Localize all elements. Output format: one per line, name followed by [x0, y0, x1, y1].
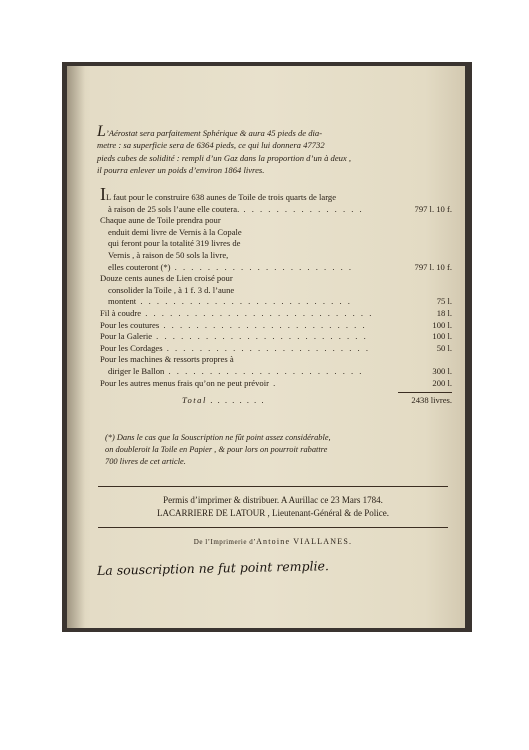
cost-amount: 100 l. — [432, 331, 452, 342]
divider-rule — [98, 486, 448, 487]
cost-item-line: Douze cents aunes de Lien croisé pour — [100, 273, 233, 284]
intro-line-4: il pourra enlever un poids d’environ 1864 livres. — [97, 164, 265, 175]
cost-item-line: elles couteront (*) — [108, 261, 171, 272]
footnote-line: 700 livres de cet article. — [105, 457, 186, 466]
cost-item: Pour les autres menus frais qu’on ne peut prévoir . 200 l. — [100, 377, 452, 388]
cost-item: Pour les coutures . . . . . . . . . . . . . . . . . . . . . . . . . 100 l. — [100, 319, 452, 330]
cost-item: Fil à coudre . . . . . . . . . . . . . . . . . . . . . . . . . . . . 18 l. — [100, 307, 452, 318]
printer-name: Antoine VIALLANES. — [256, 537, 353, 546]
cost-item-line: Pour les machines & ressorts propres à — [100, 354, 234, 365]
cost-item: IL faut pour le construire 638 aunes de Toile de trois quarts de large à raison de 25 sols l’aune elle coutera. . . . . . . . . . . . . . . . 797 l. 10 f. — [100, 184, 452, 214]
cost-item-line: Chaque aune de Toile prendra pour — [100, 215, 221, 226]
cost-amount: 50 l. — [436, 342, 452, 353]
cost-item-line: Fil à coudre — [100, 307, 142, 318]
intro-line-3: pieds cubes de solidité : rempli d’un Gaz dans la proportion d’un à deux , — [97, 152, 352, 163]
intro-paragraph — [97, 123, 449, 176]
cost-item-line: Pour les coutures — [100, 319, 160, 330]
cost-amount: 797 l. 10 f. — [414, 203, 452, 214]
total-label: Total — [182, 395, 207, 406]
cost-amount: 200 l. — [432, 377, 452, 388]
costs-initial: I — [100, 184, 106, 204]
total-rule — [398, 392, 452, 393]
page-gutter-shadow — [67, 66, 85, 628]
cost-item: Chaque aune de Toile prendra pour enduit demi livre de Vernis à la Copale qui feront pour la totalité 319 livres de Vernis , à raison de 50 sols la livre, elles couteront (*) . . . . . . . . . . . . . . . . . . . . . . 797 l. 10 f. — [100, 215, 452, 272]
cost-item-line: Pour les Cordages — [100, 342, 163, 353]
footnote — [105, 432, 447, 468]
cost-item-line: Pour les autres menus frais qu’on ne peut prévoir — [100, 377, 269, 388]
official-name: LACARRIERE DE LATOUR , Lieutenant-Général & de Police. — [156, 507, 390, 518]
cost-item-line: montent — [108, 296, 137, 307]
handwritten-note: La souscription ne fut point remplie. — [96, 558, 330, 578]
cost-item-line: Pour la Galerie — [100, 331, 153, 342]
cost-item-line: enduit demi livre de Vernis à la Copale — [108, 226, 242, 237]
cost-item-line: consolider la Toile , à 1 f. 3 d. l’aune — [108, 284, 235, 295]
cost-item: Pour les Cordages . . . . . . . . . . . . . . . . . . . . . . . . . 50 l. — [100, 342, 452, 353]
cost-amount: 18 l. — [436, 307, 452, 318]
footnote-line: (*) Dans le cas que la Souscription ne fût point assez considérable, — [105, 433, 331, 442]
cost-amount: 797 l. 10 f. — [414, 261, 452, 272]
total-row: Total . . . . . . . . 2438 livres. — [182, 395, 452, 406]
cost-amount: 75 l. — [436, 296, 452, 307]
intro-line-2: metre : sa superficie sera de 6364 pieds, ce qui lui donnera 47732 — [97, 140, 325, 151]
permission-block — [98, 494, 448, 519]
printer-imprint — [98, 537, 448, 546]
cost-item-line: Vernis , à raison de 50 sols la livre, — [108, 249, 229, 260]
cost-item: Pour les machines & ressorts propres à diriger le Ballon . . . . . . . . . . . . . . . . . . . . . . . . 300 l. — [100, 354, 452, 376]
divider-rule — [98, 527, 448, 528]
cost-amount: 300 l. — [432, 365, 452, 376]
cost-item: Pour la Galerie . . . . . . . . . . . . . . . . . . . . . . . . . . 100 l. — [100, 331, 452, 342]
intro-initial: L — [97, 123, 106, 140]
cost-table — [100, 184, 452, 407]
total-amount: 2438 livres. — [411, 395, 452, 406]
cost-item: Douze cents aunes de Lien croisé pour consolider la Toile , à 1 f. 3 d. l’aune montent . . . . . . . . . . . . . . . . . . . . . . . . . . 75 l. — [100, 273, 452, 307]
permission-line: Permis d’imprimer & distribuer. A Aurillac ce 23 Mars 1784. — [163, 495, 383, 505]
cost-amount: 100 l. — [432, 319, 452, 330]
cost-item-line: qui feront pour la totalité 319 livres de — [108, 238, 241, 249]
cost-item-line: à raison de 25 sols l’aune elle coutera. — [108, 203, 240, 214]
cost-item-line: L faut pour le construire 638 aunes de Toile de trois quarts de large — [106, 192, 337, 202]
printer-prefix: De l’Imprimerie d’ — [193, 538, 257, 546]
footnote-line: on doubleroit la Toile en Papier , & pour lors on pourroit rabattre — [105, 445, 328, 454]
intro-line-1: ’Aérostat sera parfaitement Sphérique & aura 45 pieds de dia- — [105, 128, 323, 138]
cost-item-line: diriger le Ballon — [108, 365, 165, 376]
